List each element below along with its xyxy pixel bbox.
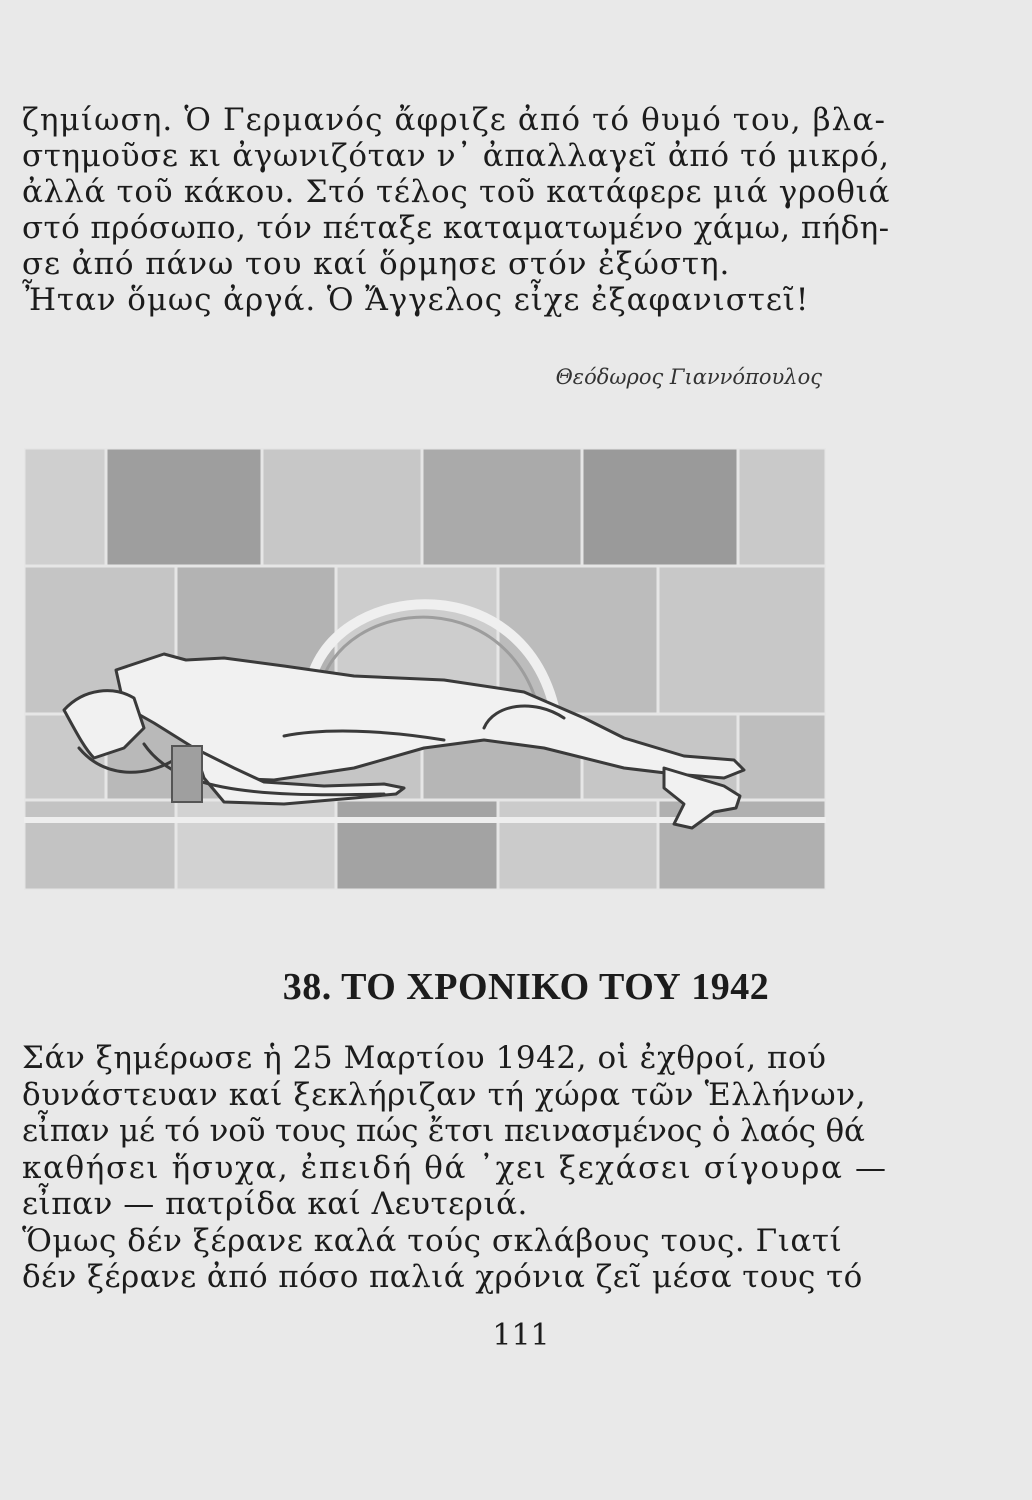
text-line: ἀλλά τοῦ κάκου. Στό τέλος τοῦ κατάφερε μιά γροθιά xyxy=(22,174,891,210)
chapter-heading: 38. ΤΟ ΧΡΟΝΙΚΟ ΤΟΥ 1942 xyxy=(282,966,770,1008)
text-line: δυνάστευαν καί ξεκλήριζαν τή χώρα τῶν Ἑλλήνων, xyxy=(22,1076,867,1113)
author-signature: Θεόδωρος Γιαννόπουλος xyxy=(555,365,822,389)
text-line: ζημίωση. Ὁ Γερμανός ἄφριζε ἀπό τό θυμό του, βλα- xyxy=(22,102,887,138)
text-line: Ὅμως δέν ξέρανε καλά τούς σκλάβους τους. Γιατί xyxy=(22,1222,843,1259)
text-line: στό πρόσωπο, τόν πέταξε καταματωμένο χάμω, πήδη- xyxy=(22,210,890,246)
story-paragraph xyxy=(22,102,891,318)
text-line: δέν ξέρανε ἀπό πόσο παλιά χρόνια ζεῖ μέσα τους τό xyxy=(22,1259,863,1295)
text-line: καθήσει ἥσυχα, ἐπειδή θά ᾽χει ξεχάσει σίγουρα — xyxy=(22,1149,888,1186)
text-line: Σάν ξημέρωσε ἡ 25 Μαρτίου 1942, οἱ ἐχθροί, πού xyxy=(22,1040,827,1076)
text-line: σε ἀπό πάνω του καί ὅρμησε στόν ἐξώστη. xyxy=(22,246,731,282)
text-line: εἶπαν μέ τό νοῦ τους πώς ἔτσι πεινασμένος ὁ λαός θά xyxy=(22,1113,865,1149)
text-line: στημοῦσε κι ἀγωνιζόταν ν᾽ ἀπαλλαγεῖ ἀπό τό μικρό, xyxy=(22,138,890,174)
chapter-paragraph xyxy=(22,1040,888,1296)
page-number: 111 xyxy=(492,1318,550,1353)
text-line: εἶπαν — πατρίδα καί Λευτεριά. xyxy=(22,1186,528,1222)
text-line: Ἦταν ὅμως ἀργά. Ὁ Ἄγγελος εἶχε ἐξαφανιστεῖ! xyxy=(22,282,810,318)
lying-figure-illustration xyxy=(24,448,826,890)
